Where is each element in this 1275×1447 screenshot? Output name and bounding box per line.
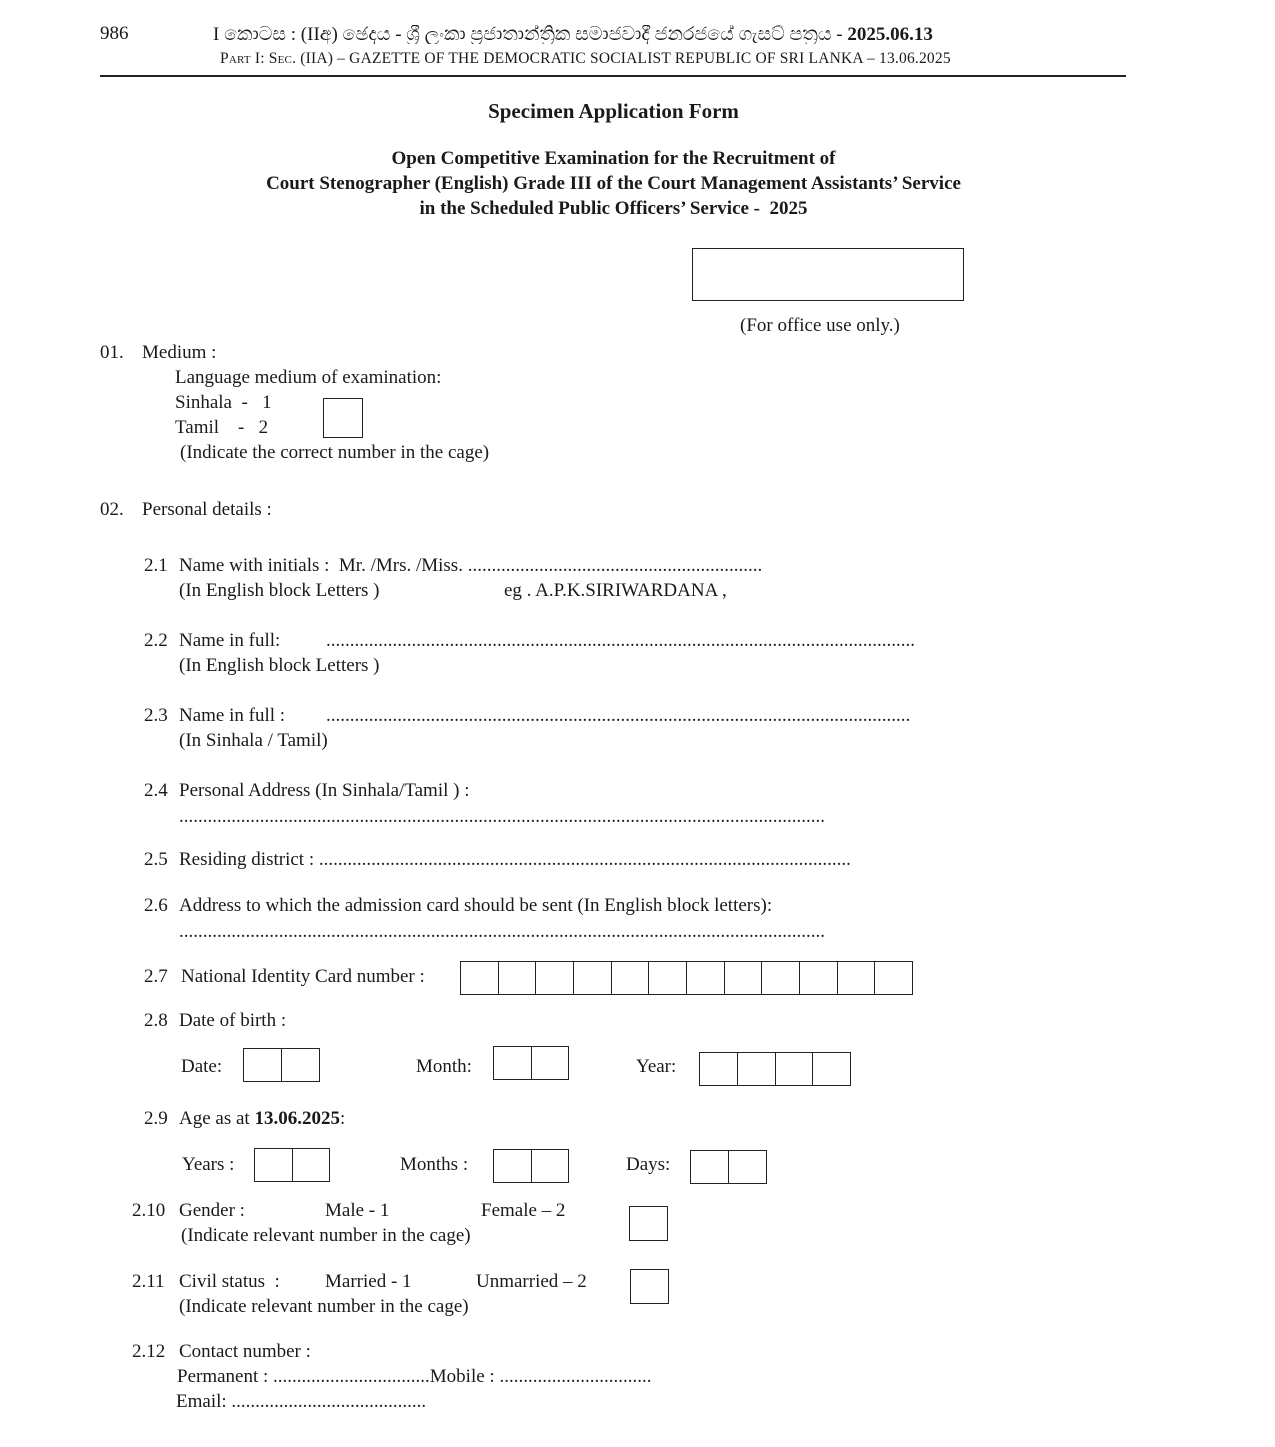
gender-hint: (Indicate relevant number in the cage) — [181, 1225, 471, 1246]
medium-language-label: Language medium of examination: — [175, 367, 442, 388]
age-months-cell[interactable] — [532, 1150, 569, 1182]
field-2-6-number: 2.6 — [144, 895, 168, 916]
name-full-native-label: Name in full : — [179, 705, 286, 726]
residing-district-field[interactable]: Residing district : ................................................................................................................ — [179, 850, 851, 869]
nic-digit-cell[interactable] — [725, 962, 763, 994]
name-full-english-label: Name in full: — [179, 630, 281, 651]
nic-digit-cell[interactable] — [499, 962, 537, 994]
section-01-heading: Medium : — [142, 342, 217, 363]
personal-address-field[interactable]: ........................................................................................................................................ — [179, 807, 825, 826]
age-label-prefix: Age as at — [179, 1108, 255, 1129]
age-label-suffix: : — [339, 1108, 346, 1129]
civil-status-cage-input[interactable] — [630, 1269, 669, 1304]
dob-month-cage — [493, 1046, 569, 1080]
section-02-heading: Personal details : — [142, 499, 272, 520]
nic-digit-cell[interactable] — [800, 962, 838, 994]
exam-title-line2: Court Stenographer (English) Grade III of the Court Management Assistants’ Service — [266, 173, 961, 194]
personal-address-label: Personal Address (In Sinhala/Tamil ) : — [179, 780, 470, 801]
age-days-cell[interactable] — [691, 1151, 729, 1183]
nic-digit-cell[interactable] — [649, 962, 687, 994]
medium-option-tamil: Tamil - 2 — [175, 417, 269, 438]
field-2-1-number: 2.1 — [144, 555, 168, 576]
nic-digit-cell[interactable] — [875, 962, 912, 994]
field-2-4-number: 2.4 — [144, 780, 168, 801]
gender-label: Gender : — [179, 1200, 245, 1221]
civil-option-married: Married - 1 — [325, 1271, 412, 1292]
medium-option-sinhala: Sinhala - 1 — [175, 392, 272, 413]
nic-digit-cell[interactable] — [574, 962, 612, 994]
field-2-5-number: 2.5 — [144, 849, 168, 870]
section-02-number: 02. — [100, 499, 124, 520]
name-full-native-hint: (In Sinhala / Tamil) — [179, 730, 328, 751]
civil-option-unmarried: Unmarried – 2 — [476, 1271, 587, 1292]
field-2-2-number: 2.2 — [144, 630, 168, 651]
age-days-cell[interactable] — [729, 1151, 766, 1183]
field-2-9-number: 2.9 — [144, 1108, 168, 1129]
field-2-11-number: 2.11 — [132, 1271, 165, 1292]
name-full-english-hint: (In English block Letters ) — [179, 655, 380, 676]
field-2-12-number: 2.12 — [132, 1341, 166, 1362]
field-2-8-number: 2.8 — [144, 1010, 168, 1031]
gender-cage-input[interactable] — [629, 1206, 668, 1241]
english-header-line — [220, 51, 951, 67]
name-full-native-field[interactable]: ........................................................................................................................... — [326, 706, 911, 725]
age-years-cage — [254, 1148, 330, 1182]
nic-digit-cell[interactable] — [838, 962, 876, 994]
nic-digit-cell[interactable] — [461, 962, 499, 994]
office-use-box — [692, 248, 964, 301]
civil-status-label: Civil status : — [179, 1271, 280, 1292]
dob-year-cell[interactable] — [700, 1053, 738, 1085]
exam-title-line1: Open Competitive Examination for the Recruitment of — [391, 148, 836, 169]
medium-hint: (Indicate the correct number in the cage) — [180, 442, 490, 463]
dob-year-cage — [699, 1052, 851, 1086]
nic-digit-cell[interactable] — [687, 962, 725, 994]
name-initials-example: eg . A.P.K.SIRIWARDANA , — [504, 580, 727, 601]
form-title: Specimen Application Form — [488, 99, 739, 123]
admission-address-field[interactable]: ........................................................................................................................................ — [179, 922, 825, 941]
dob-date-cell[interactable] — [244, 1049, 282, 1081]
name-initials-hint: (In English block Letters ) — [179, 580, 380, 601]
dob-year-cell[interactable] — [776, 1053, 814, 1085]
dob-month-cell[interactable] — [532, 1047, 569, 1079]
exam-title-line3: in the Scheduled Public Officers’ Service - 2025 — [419, 198, 808, 219]
age-years-cell[interactable] — [293, 1149, 330, 1181]
contact-phones-field[interactable]: Permanent : .................................Mobile : ................................ — [177, 1366, 652, 1387]
age-years-label: Years : — [182, 1154, 235, 1175]
english-header-sec: Sec. — [268, 50, 297, 67]
dob-year-cell[interactable] — [813, 1053, 850, 1085]
english-header-rest: (IIA) – GAZETTE OF THE DEMOCRATIC SOCIALIST REPUBLIC OF SRI LANKA – 13.06.2025 — [300, 50, 951, 67]
nic-label: National Identity Card number : — [181, 966, 425, 987]
nic-cage-grid — [460, 961, 913, 995]
name-initials-field[interactable]: Name with initials : Mr. /Mrs. /Miss. .............................................................. — [179, 555, 763, 576]
nic-digit-cell[interactable] — [612, 962, 650, 994]
contact-label: Contact number : — [179, 1341, 311, 1362]
gender-option-female: Female – 2 — [481, 1200, 566, 1221]
page-number: 986 — [100, 23, 129, 44]
age-days-cage — [690, 1150, 767, 1184]
header-rule — [100, 75, 1126, 77]
civil-status-hint: (Indicate relevant number in the cage) — [179, 1296, 469, 1317]
age-label — [179, 1109, 345, 1128]
dob-month-cell[interactable] — [494, 1047, 532, 1079]
gender-option-male: Male - 1 — [325, 1200, 390, 1221]
field-2-10-number: 2.10 — [132, 1200, 166, 1221]
sinhala-header-date: 2025.06.13 — [847, 25, 933, 44]
dob-month-label: Month: — [416, 1056, 472, 1077]
dob-date-cell[interactable] — [282, 1049, 319, 1081]
english-header-part: Part I — [220, 50, 261, 67]
dob-year-label: Year: — [636, 1056, 677, 1077]
age-months-label: Months : — [400, 1154, 469, 1175]
age-months-cage — [493, 1149, 569, 1183]
field-2-3-number: 2.3 — [144, 705, 168, 726]
dob-date-label: Date: — [181, 1056, 223, 1077]
age-years-cell[interactable] — [255, 1149, 293, 1181]
contact-email-field[interactable]: Email: ......................................... — [176, 1391, 427, 1412]
age-days-label: Days: — [626, 1154, 671, 1175]
sinhala-header-line — [213, 25, 1033, 44]
office-use-label: (For office use only.) — [740, 315, 900, 336]
nic-digit-cell[interactable] — [536, 962, 574, 994]
dob-label: Date of birth : — [179, 1010, 287, 1031]
header-colon: : — [260, 50, 269, 67]
name-full-english-field[interactable]: ............................................................................................................................ — [326, 631, 915, 650]
dob-date-cage — [243, 1048, 320, 1082]
age-months-cell[interactable] — [494, 1150, 532, 1182]
section-01-number: 01. — [100, 342, 124, 363]
nic-digit-cell[interactable] — [762, 962, 800, 994]
age-label-date: 13.06.2025 — [254, 1108, 340, 1129]
medium-cage-input[interactable] — [323, 398, 363, 438]
admission-address-label: Address to which the admission card should be sent (In English block letters): — [179, 895, 773, 916]
field-2-7-number: 2.7 — [144, 966, 168, 987]
sinhala-header-text: I කොටස : (IIඅ) ඡෙදය - ශ්‍රී ලංකා ප්‍රජාතාන්ත්‍රික සමාජවාදී ජනරජයේ ගැසට් පත්‍රය - — [213, 25, 848, 44]
dob-year-cell[interactable] — [738, 1053, 776, 1085]
